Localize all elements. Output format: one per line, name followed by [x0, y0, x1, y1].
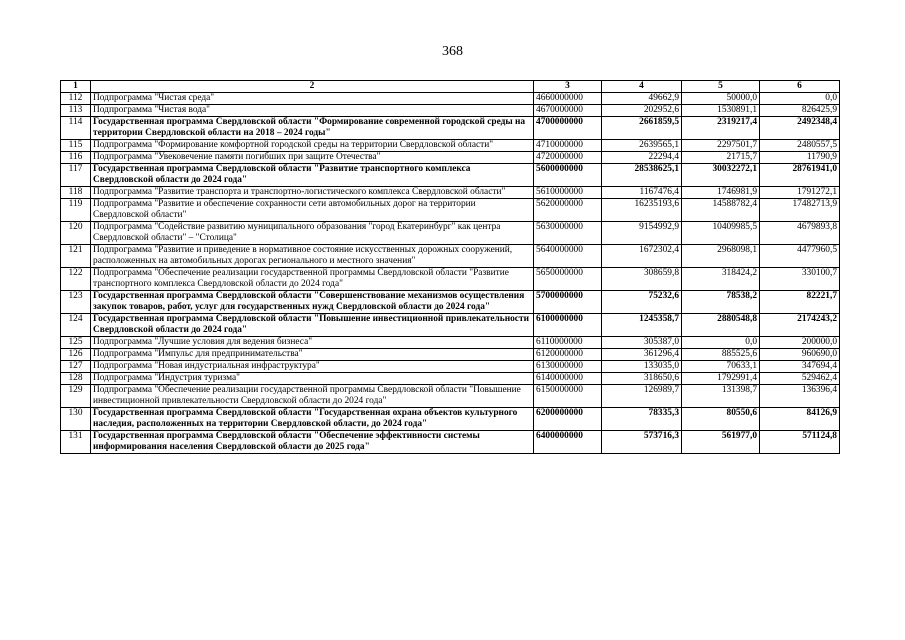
program-code-cell: 4670000000: [534, 105, 602, 117]
amount-col5-cell: 131398,7: [682, 385, 760, 408]
program-code-cell: 5640000000: [534, 245, 602, 268]
amount-col4-cell: 308659,8: [602, 268, 682, 291]
amount-col6-cell: 4679893,8: [760, 222, 840, 245]
amount-col4-cell: 1167476,4: [602, 187, 682, 199]
amount-col6-cell: 2480557,5: [760, 140, 840, 152]
amount-col6-cell: 136396,4: [760, 385, 840, 408]
amount-col6-cell: 200000,0: [760, 337, 840, 349]
row-number-cell: 121: [61, 245, 91, 268]
program-code-cell: 6400000000: [534, 431, 602, 454]
amount-col6-cell: 529462,4: [760, 373, 840, 385]
amount-col4-cell: 126989,7: [602, 385, 682, 408]
column-header: 1: [61, 81, 91, 93]
table-row: [61, 431, 840, 454]
amount-col5-cell: 1792991,4: [682, 373, 760, 385]
program-code-cell: 6130000000: [534, 361, 602, 373]
amount-col4-cell: 16235193,6: [602, 199, 682, 222]
row-number-cell: 112: [61, 93, 91, 105]
row-number-cell: 131: [61, 431, 91, 454]
amount-col6-cell: 571124,8: [760, 431, 840, 454]
amount-col5-cell: 50000,0: [682, 93, 760, 105]
amount-col5-cell: 2319217,4: [682, 117, 760, 140]
program-name-cell: Государственная программа Свердловской области "Повышение инвестиционной привлекательности Свердловской области до 2024 года": [91, 314, 534, 337]
program-code-cell: 6140000000: [534, 373, 602, 385]
amount-col5-cell: 0,0: [682, 337, 760, 349]
program-code-cell: 4720000000: [534, 152, 602, 164]
table-row: [61, 105, 840, 117]
row-number-cell: 125: [61, 337, 91, 349]
table-row: [61, 164, 840, 187]
amount-col6-cell: 330100,7: [760, 268, 840, 291]
table-row: [61, 152, 840, 164]
program-name-cell: Государственная программа Свердловской области "Государственная охрана объектов культурного наследия, расположенных на территории Свердловской области, до 2024 года": [91, 408, 534, 431]
row-number-cell: 127: [61, 361, 91, 373]
page-number: 368: [442, 44, 463, 59]
table-row: [61, 349, 840, 361]
row-number-cell: 124: [61, 314, 91, 337]
program-code-cell: 5630000000: [534, 222, 602, 245]
row-number-cell: 118: [61, 187, 91, 199]
amount-col5-cell: 1746981,9: [682, 187, 760, 199]
program-code-cell: 6100000000: [534, 314, 602, 337]
program-code-cell: 6200000000: [534, 408, 602, 431]
program-name-cell: Подпрограмма "Индустрия туризма": [91, 373, 534, 385]
column-header: 4: [602, 81, 682, 93]
row-number-cell: 119: [61, 199, 91, 222]
row-number-cell: 113: [61, 105, 91, 117]
amount-col5-cell: 2968098,1: [682, 245, 760, 268]
amount-col4-cell: 49662,9: [602, 93, 682, 105]
amount-col5-cell: 70633,1: [682, 361, 760, 373]
program-code-cell: 4700000000: [534, 117, 602, 140]
amount-col5-cell: 14588782,4: [682, 199, 760, 222]
program-code-cell: 5650000000: [534, 268, 602, 291]
amount-col6-cell: 2174243,2: [760, 314, 840, 337]
row-number-cell: 116: [61, 152, 91, 164]
table-row: [61, 361, 840, 373]
row-number-cell: 117: [61, 164, 91, 187]
amount-col4-cell: 133035,0: [602, 361, 682, 373]
table-row: [61, 199, 840, 222]
amount-col6-cell: 1791272,1: [760, 187, 840, 199]
amount-col4-cell: 9154992,9: [602, 222, 682, 245]
row-number-cell: 126: [61, 349, 91, 361]
amount-col4-cell: 1245358,7: [602, 314, 682, 337]
program-name-cell: Подпрограмма "Чистая среда": [91, 93, 534, 105]
row-number-cell: 120: [61, 222, 91, 245]
column-header: 5: [682, 81, 760, 93]
amount-col6-cell: 960690,0: [760, 349, 840, 361]
program-name-cell: Подпрограмма "Чистая вода": [91, 105, 534, 117]
program-name-cell: Подпрограмма "Содействие развитию муниципального образования "город Екатеринбург" как центра Свердловской области" – "Столица": [91, 222, 534, 245]
amount-col4-cell: 28538625,1: [602, 164, 682, 187]
program-name-cell: Государственная программа Свердловской области "Обеспечение эффективности системы информирования населения Свердловской области до 2025 года": [91, 431, 534, 454]
program-name-cell: Подпрограмма "Новая индустриальная инфраструктура": [91, 361, 534, 373]
program-code-cell: 4660000000: [534, 93, 602, 105]
table-row: [61, 222, 840, 245]
row-number-cell: 129: [61, 385, 91, 408]
table-row: [61, 385, 840, 408]
amount-col6-cell: 11790,9: [760, 152, 840, 164]
table-row: [61, 408, 840, 431]
amount-col5-cell: 561977,0: [682, 431, 760, 454]
table-row: [61, 245, 840, 268]
amount-col4-cell: 22294,4: [602, 152, 682, 164]
table-row: [61, 314, 840, 337]
amount-col5-cell: 21715,7: [682, 152, 760, 164]
program-name-cell: Государственная программа Свердловской области "Развитие транспортного комплекса Свердловской области до 2024 года": [91, 164, 534, 187]
amount-col5-cell: 30032272,1: [682, 164, 760, 187]
program-name-cell: Подпрограмма "Развитие и приведение в нормативное состояние искусственных дорожных сооружений, расположенных на автомобильных дорогах регионального и местного значения": [91, 245, 534, 268]
program-code-cell: 4710000000: [534, 140, 602, 152]
amount-col4-cell: 318650,6: [602, 373, 682, 385]
amount-col5-cell: 318424,2: [682, 268, 760, 291]
row-number-cell: 122: [61, 268, 91, 291]
table-row: [61, 373, 840, 385]
program-name-cell: Подпрограмма "Импульс для предпринимательства": [91, 349, 534, 361]
amount-col5-cell: 78538,2: [682, 291, 760, 314]
row-number-cell: 130: [61, 408, 91, 431]
amount-col5-cell: 885525,6: [682, 349, 760, 361]
amount-col6-cell: 0,0: [760, 93, 840, 105]
amount-col5-cell: 80550,6: [682, 408, 760, 431]
column-header: 2: [91, 81, 534, 93]
amount-col6-cell: 2492348,4: [760, 117, 840, 140]
amount-col4-cell: 305387,0: [602, 337, 682, 349]
amount-col5-cell: 10409985,5: [682, 222, 760, 245]
amount-col6-cell: 82221,7: [760, 291, 840, 314]
row-number-cell: 123: [61, 291, 91, 314]
program-code-cell: 5600000000: [534, 164, 602, 187]
program-code-cell: 5620000000: [534, 199, 602, 222]
budget-table: [60, 80, 840, 454]
amount-col4-cell: 361296,4: [602, 349, 682, 361]
amount-col4-cell: 78335,3: [602, 408, 682, 431]
amount-col6-cell: 28761941,0: [760, 164, 840, 187]
table-header-row: [61, 81, 840, 93]
program-name-cell: Государственная программа Свердловской области "Совершенствование механизмов осуществления закупок товаров, работ, услуг для государственных нужд Свердловской области до 2024 года": [91, 291, 534, 314]
amount-col6-cell: 17482713,9: [760, 199, 840, 222]
table-row: [61, 268, 840, 291]
program-name-cell: Подпрограмма "Лучшие условия для ведения бизнеса": [91, 337, 534, 349]
program-code-cell: 6150000000: [534, 385, 602, 408]
amount-col5-cell: 1530891,1: [682, 105, 760, 117]
program-name-cell: Подпрограмма "Обеспечение реализации государственной программы Свердловской области "Развитие транспортного комплекса Свердловской области до 2024 года": [91, 268, 534, 291]
table-row: [61, 117, 840, 140]
program-name-cell: Подпрограмма "Развитие транспорта и транспортно-логистического комплекса Свердловской области": [91, 187, 534, 199]
amount-col4-cell: 202952,6: [602, 105, 682, 117]
program-name-cell: Подпрограмма "Развитие и обеспечение сохранности сети автомобильных дорог на территории Свердловской области": [91, 199, 534, 222]
amount-col6-cell: 826425,9: [760, 105, 840, 117]
program-name-cell: Государственная программа Свердловской области "Формирование современной городской среды на территории Свердловской области на 2018 – 2024 годы": [91, 117, 534, 140]
program-code-cell: 5610000000: [534, 187, 602, 199]
amount-col5-cell: 2297501,7: [682, 140, 760, 152]
table-row: [61, 140, 840, 152]
table-row: [61, 291, 840, 314]
row-number-cell: 114: [61, 117, 91, 140]
row-number-cell: 128: [61, 373, 91, 385]
column-header: 6: [760, 81, 840, 93]
table-row: [61, 93, 840, 105]
amount-col6-cell: 347694,4: [760, 361, 840, 373]
amount-col4-cell: 75232,6: [602, 291, 682, 314]
amount-col4-cell: 2639565,1: [602, 140, 682, 152]
column-header: 3: [534, 81, 602, 93]
program-name-cell: Подпрограмма "Обеспечение реализации государственной программы Свердловской области "Повышение инвестиционной привлекательности Свердловской области до 2024 года": [91, 385, 534, 408]
amount-col4-cell: 2661859,5: [602, 117, 682, 140]
program-code-cell: 6110000000: [534, 337, 602, 349]
program-name-cell: Подпрограмма "Формирование комфортной городской среды на территории Свердловской области": [91, 140, 534, 152]
amount-col6-cell: 4477960,5: [760, 245, 840, 268]
row-number-cell: 115: [61, 140, 91, 152]
table-row: [61, 187, 840, 199]
program-name-cell: Подпрограмма "Увековечение памяти погибших при защите Отечества": [91, 152, 534, 164]
amount-col4-cell: 1672302,4: [602, 245, 682, 268]
program-code-cell: 5700000000: [534, 291, 602, 314]
amount-col5-cell: 2880548,8: [682, 314, 760, 337]
amount-col6-cell: 84126,9: [760, 408, 840, 431]
program-code-cell: 6120000000: [534, 349, 602, 361]
table-row: [61, 337, 840, 349]
amount-col4-cell: 573716,3: [602, 431, 682, 454]
